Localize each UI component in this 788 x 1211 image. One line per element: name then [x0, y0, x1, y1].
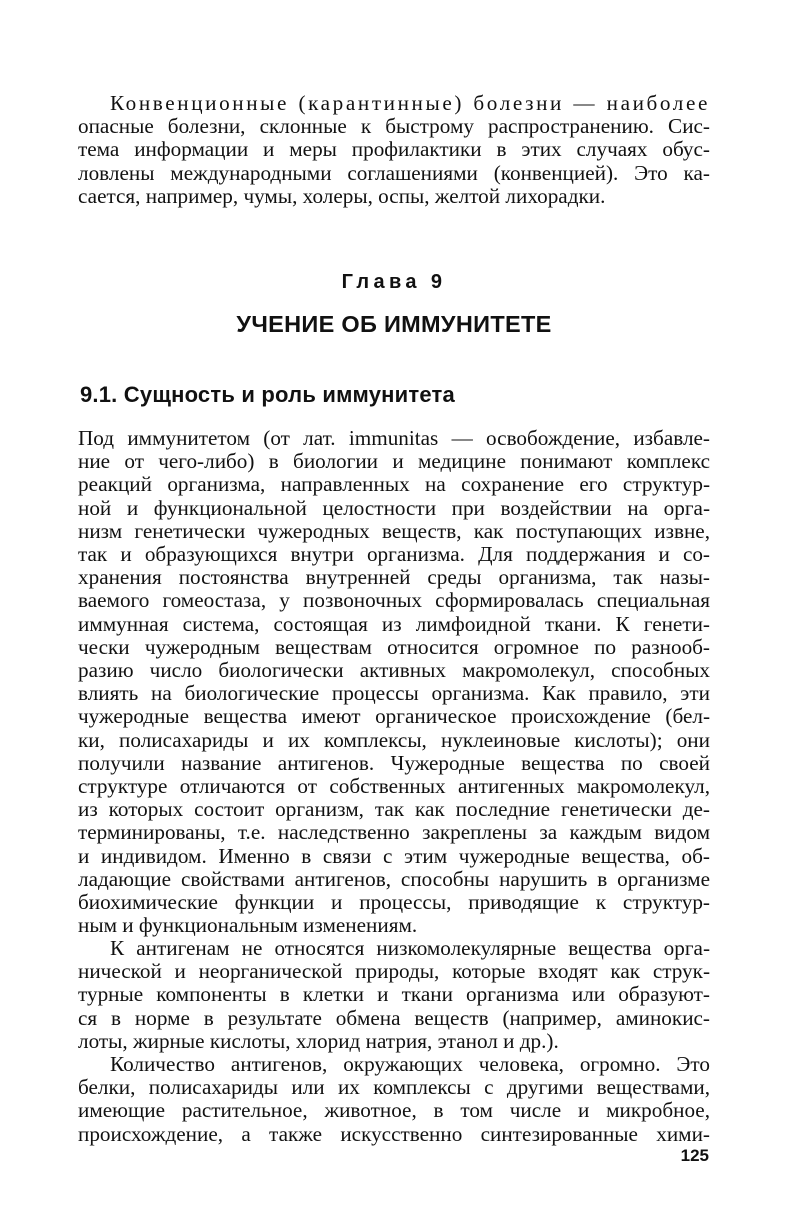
text-line: сается, например, чумы, холеры, оспы, желтой лихорадки.	[78, 183, 606, 208]
chapter-title: УЧЕНИЕ ОБ ИММУНИТЕТЕ	[236, 311, 552, 337]
text-line: ной и функциональной целостности при воздействии на орга-	[78, 495, 710, 520]
text-line: нической и неорганической природы, которые входят как струк-	[78, 959, 710, 984]
text-line: К антигенам не относятся низкомолекулярные вещества орга-	[110, 936, 710, 960]
text-line: ся в норме в результате обмена веществ (например, аминокис-	[78, 1005, 710, 1030]
text-line: иммунная система, состоящая из лимфоидной ткани. К генети-	[78, 611, 710, 636]
text-line: Под иммунитетом (от лат. immunitas — освобождение, избавле-	[78, 426, 710, 450]
text-line: ным и функциональным изменениям.	[78, 913, 418, 938]
body-paragraph-2	[78, 937, 710, 1053]
text-line: хранения постоянства внутренней среды организма, так назы-	[78, 565, 710, 590]
body-paragraph-1	[78, 427, 710, 937]
chapter-label: Глава 9	[341, 271, 447, 293]
section-heading: 9.1. Сущность и роль иммунитета	[80, 382, 455, 407]
text-line: происхождение, а также искусственно синтезированные хими-	[78, 1121, 710, 1146]
text-line: тема информации и меры профилактики в этих случаях обус-	[78, 137, 710, 162]
text-line: влиять на биологические процессы организма. Как правило, эти	[78, 681, 710, 706]
text-line: опасные болезни, склонные к быстрому распространению. Сис-	[78, 114, 710, 139]
text-line: ваемого гомеостаза, у позвоночных сформировалась специальная	[78, 588, 710, 613]
page-number: 125	[680, 1146, 709, 1165]
text-line: турные компоненты в клетки и ткани организма или образуют-	[78, 982, 710, 1007]
text-line: чески чужеродным веществам относится огромное по разнооб-	[78, 634, 710, 659]
text-line: чужеродные вещества имеют органическое происхождение (бел-	[78, 704, 710, 729]
text-line: из которых состоит организм, так как последние генетически де-	[78, 797, 710, 822]
body-paragraph-3	[78, 1053, 710, 1146]
text-line: ки, полисахариды и их комплексы, нуклеиновые кислоты); они	[78, 727, 710, 752]
text-line: белки, полисахариды или их комплексы с другими веществами,	[78, 1075, 710, 1100]
text-line: так и образующихся внутри организма. Для поддержания и со-	[78, 542, 710, 567]
text-line: реакций организма, направленных на сохранение его структур-	[78, 472, 710, 497]
text-line: имеющие растительное, животное, в том числе и микробное,	[78, 1098, 710, 1123]
text-line: Конвенционные (карантинные) болезни — наиболее	[110, 91, 710, 115]
text-line: и индивидом. Именно в связи с этим чужеродные вещества, об-	[78, 843, 710, 868]
text-line: ладающие свойствами антигенов, способны нарушить в организме	[78, 866, 710, 891]
text-line: терминированы, т.е. наследственно закреплены за каждым видом	[78, 820, 710, 845]
text-line: лоты, жирные кислоты, хлорид натрия, этанол и др.).	[78, 1028, 559, 1053]
text-line: Количество антигенов, окружающих человека, огромно. Это	[110, 1052, 710, 1076]
text-line: ние от чего-либо) в биологии и медицине понимают комплекс	[78, 449, 710, 474]
text-line: ловлены международными соглашениями (конвенцией). Это ка-	[78, 160, 710, 185]
text-line: разию число биологически активных макромолекул, способных	[78, 658, 710, 683]
text-line: структуре отличаются от собственных антигенных макромолекул,	[78, 774, 710, 799]
text-line: биохимические функции и процессы, приводящие к структур-	[78, 890, 710, 915]
intro-paragraph	[78, 92, 710, 208]
text-line: получили название антигенов. Чужеродные вещества по своей	[78, 750, 710, 775]
text-line: низм генетически чужеродных веществ, как поступающих извне,	[78, 518, 710, 543]
